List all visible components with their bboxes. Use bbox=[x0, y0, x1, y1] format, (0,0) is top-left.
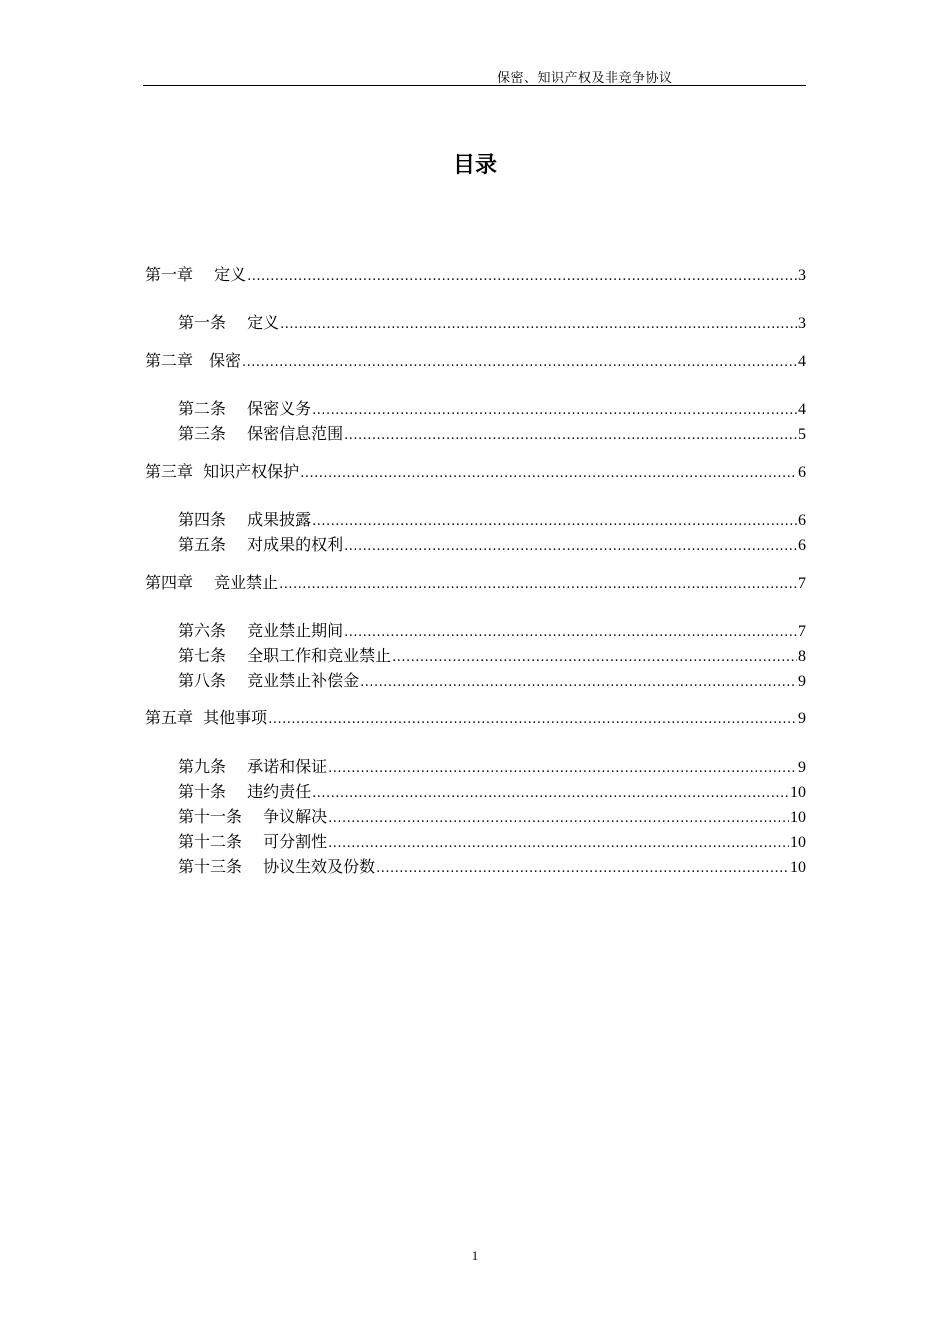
toc-label: 第一条 定义 bbox=[178, 313, 280, 332]
toc-chapter-3[interactable] bbox=[145, 461, 806, 483]
toc-label: 第六条 竞业禁止期间 bbox=[178, 621, 344, 640]
toc-article-11[interactable] bbox=[178, 806, 806, 828]
toc-article-1[interactable] bbox=[178, 312, 806, 334]
toc-page-number: 5 bbox=[798, 426, 806, 443]
toc-leader-dots bbox=[242, 352, 797, 374]
toc-page-number: 7 bbox=[798, 623, 806, 640]
toc-leader-dots bbox=[268, 709, 797, 731]
toc-page-number: 8 bbox=[798, 648, 806, 665]
toc-page-number: 4 bbox=[798, 353, 806, 370]
toc-page-number: 3 bbox=[798, 315, 806, 332]
toc-article-7[interactable] bbox=[178, 645, 806, 667]
toc-leader-dots bbox=[312, 511, 797, 533]
toc-chapter-4[interactable] bbox=[145, 572, 806, 594]
toc-chapter-5[interactable] bbox=[145, 707, 806, 729]
toc-leader-dots bbox=[344, 622, 797, 644]
toc-page-number: 10 bbox=[790, 784, 806, 801]
toc-article-9[interactable] bbox=[178, 756, 806, 778]
toc-article-5[interactable] bbox=[178, 534, 806, 556]
toc-leader-dots bbox=[300, 463, 797, 485]
toc-leader-dots bbox=[279, 574, 797, 596]
header-rule bbox=[143, 85, 806, 86]
toc-label: 第二条 保密义务 bbox=[178, 399, 312, 418]
toc-leader-dots bbox=[376, 858, 789, 880]
toc-article-12[interactable] bbox=[178, 831, 806, 853]
toc-label: 第四章 竞业禁止 bbox=[145, 573, 279, 592]
toc-page-number: 3 bbox=[798, 267, 806, 284]
toc-page-number: 9 bbox=[798, 710, 806, 727]
toc-leader-dots bbox=[344, 536, 797, 558]
toc-leader-dots bbox=[392, 647, 797, 669]
toc-label: 第二章 保密 bbox=[145, 351, 242, 370]
toc-page-number: 7 bbox=[798, 575, 806, 592]
toc-page-number: 4 bbox=[798, 401, 806, 418]
toc-page-number: 10 bbox=[790, 809, 806, 826]
footer-page-number: 1 bbox=[471, 1248, 479, 1263]
toc-article-13[interactable] bbox=[178, 856, 806, 878]
toc-leader-dots bbox=[328, 808, 789, 830]
toc-label: 第四条 成果披露 bbox=[178, 510, 312, 529]
toc-article-2[interactable] bbox=[178, 398, 806, 420]
toc-label: 第七条 全职工作和竞业禁止 bbox=[178, 646, 392, 665]
toc-label: 第一章 定义 bbox=[145, 265, 247, 284]
toc-page-number: 10 bbox=[790, 859, 806, 876]
toc-page-number: 6 bbox=[798, 537, 806, 554]
toc-chapter-2[interactable] bbox=[145, 350, 806, 372]
toc-label: 第三章 知识产权保护 bbox=[145, 462, 300, 481]
toc-label: 第五章 其他事项 bbox=[145, 708, 268, 727]
toc-leader-dots bbox=[280, 314, 797, 336]
toc-leader-dots bbox=[328, 833, 789, 855]
header-title: 保密、知识产权及非竞争协议 bbox=[497, 71, 673, 86]
toc-label: 第九条 承诺和保证 bbox=[178, 757, 328, 776]
toc-page-number: 6 bbox=[798, 512, 806, 529]
toc-leader-dots bbox=[312, 783, 789, 805]
toc-label: 第十二条 可分割性 bbox=[178, 832, 328, 851]
toc-page-number: 6 bbox=[798, 464, 806, 481]
toc-article-3[interactable] bbox=[178, 423, 806, 445]
toc-label: 第十三条 协议生效及份数 bbox=[178, 857, 376, 876]
toc-label: 第十条 违约责任 bbox=[178, 782, 312, 801]
toc-article-4[interactable] bbox=[178, 509, 806, 531]
toc-leader-dots bbox=[247, 266, 797, 288]
toc-page-number: 9 bbox=[798, 673, 806, 690]
toc-article-6[interactable] bbox=[178, 620, 806, 642]
page-title: 目录 bbox=[452, 153, 497, 178]
toc-page-number: 9 bbox=[798, 759, 806, 776]
toc-leader-dots bbox=[312, 400, 797, 422]
toc-label: 第八条 竞业禁止补偿金 bbox=[178, 671, 360, 690]
toc-page-number: 10 bbox=[790, 834, 806, 851]
toc-chapter-1[interactable] bbox=[145, 264, 806, 286]
toc-article-8[interactable] bbox=[178, 670, 806, 692]
toc-leader-dots bbox=[344, 425, 797, 447]
toc-label: 第十一条 争议解决 bbox=[178, 807, 328, 826]
toc-leader-dots bbox=[360, 672, 797, 694]
toc-label: 第三条 保密信息范围 bbox=[178, 424, 344, 443]
toc-article-10[interactable] bbox=[178, 781, 806, 803]
toc-leader-dots bbox=[328, 758, 797, 780]
toc-label: 第五条 对成果的权利 bbox=[178, 535, 344, 554]
